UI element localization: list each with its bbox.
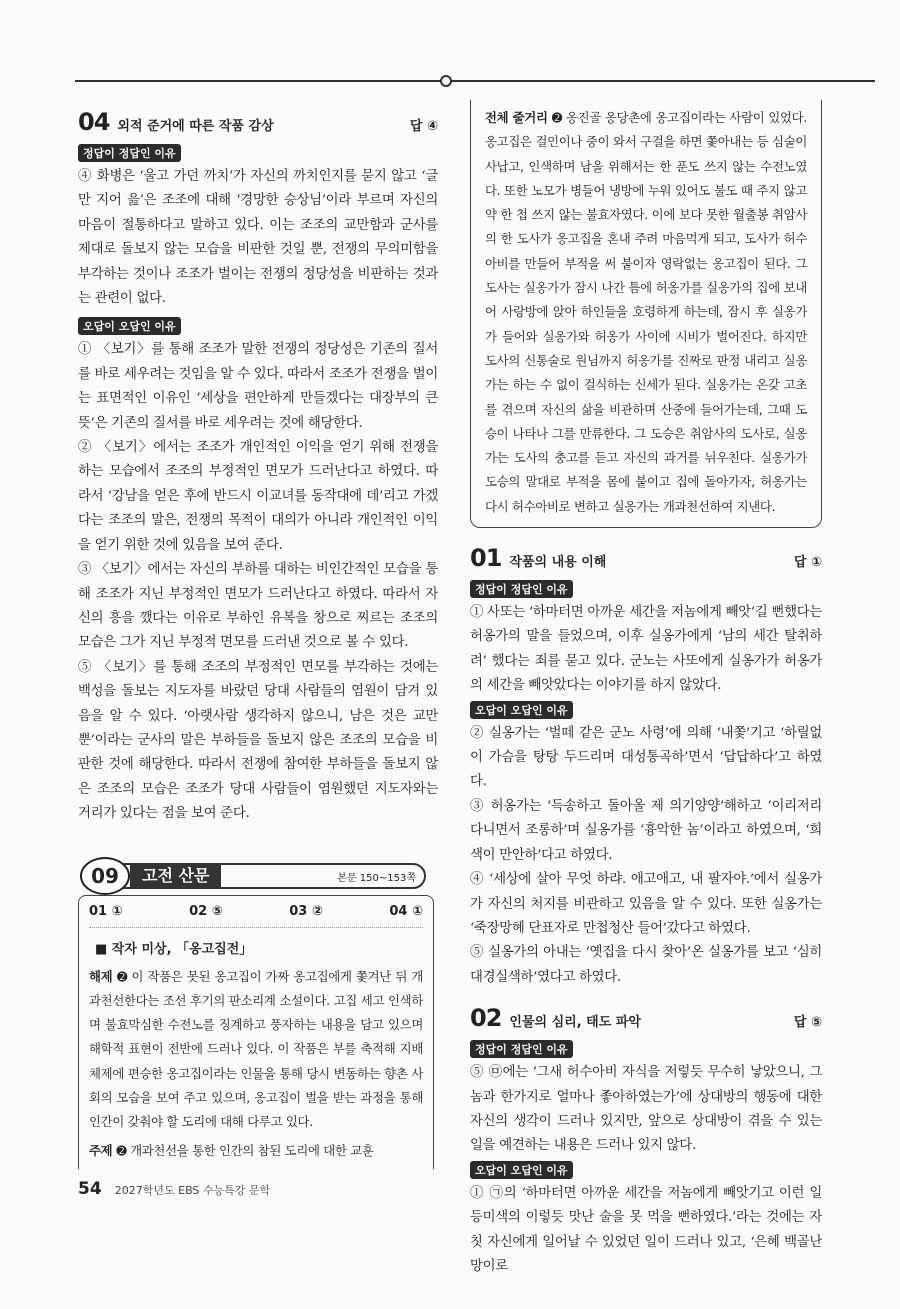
haeje-label: 해제 ➋: [89, 968, 128, 984]
question-title: 작품의 내용 이해: [509, 555, 607, 571]
right-column: [470, 100, 822, 1279]
section-title: 고전 산문: [130, 863, 221, 889]
answer: 답 ①: [793, 555, 822, 571]
answer-key: [89, 904, 423, 928]
correct-explanation: ④ 화병은 ‘울고 가던 까치’가 자신의 까치인지를 묻지 않고 ‘글만 지어 읊’은 조조에 대해 ‘경망한 승상님’이라 부르며 자신의 마음이 절통하다고 말하고 있다. 이는 조조의 교만함과 군사를 제대로 돌보지 않는 모습을 비판한 것일 뿐, 전쟁의 무의미함을 부각하는 것이나 조조가 벌이는 전쟁의 정당성을 비판하는 것과는 관련이 없다.: [78, 169, 438, 307]
correct-badge: 정답이 정답인 이유: [78, 144, 181, 162]
plot-box: [470, 100, 822, 528]
page-footer: [78, 1179, 438, 1199]
question-04: [78, 108, 438, 827]
question-title: 인물의 심리, 태도 파악: [509, 1015, 641, 1031]
question-header: [470, 1004, 822, 1032]
question-01: [470, 544, 822, 990]
wrong-explanation: ② 실옹가는 ‘벌떼 같은 군노 사령’에 의해 ‘내쫓’기고 ‘하릴없이 가슴을 탕탕 두드리며 대성통곡하’면서 ‘답답하다’고 하였다.: [470, 725, 822, 790]
question-number: 02: [470, 1004, 502, 1033]
question-header: [78, 108, 438, 136]
question-02: [470, 1004, 822, 1279]
haeje: [89, 965, 423, 1135]
answer-key-item: 02 ⑤: [189, 903, 223, 919]
wrong-badge: 오답이 오답인 이유: [470, 701, 573, 719]
correct-explanation: ① 사또는 ‘하마터면 아까운 세간을 저놈에게 빼앗’길 뻔했다는 허옹가의 말을 들었으며, 이후 실옹가에게 ‘남의 세간 탈취하려’ 했다는 죄를 묻고 있다. 군노는 사또에게 실옹가가 허옹가의 세간을 빼앗았다는 이야기를 하지 않았다.: [470, 605, 822, 694]
wrong-explanation: ③ 허옹가는 ‘득송하고 돌아올 제 의기양양’해하고 ‘이리저리 다니면서 조롱하’며 실옹가를 ‘흉악한 놈’이라고 하였으며, ‘희색이 만안하’다고 하였다.: [470, 798, 822, 863]
section-number: 09: [80, 857, 130, 895]
answer: 답 ④: [409, 119, 438, 134]
question-number: 04: [78, 108, 110, 136]
haeje-text: 이 작품은 못된 옹고집이 가짜 옹고집에게 쫓겨난 뒤 개과천선한다는 조선 후기의 판소리계 소설이다. 고집 세고 인색하며 불효막심한 수전노를 징계하고 풍자하는 내용을 담고 있으며 해학적 표현이 전반에 드러나 있다. 이 작품은 부를 축적해 지배 체제에 편승한 옹고집이라는 인물을 통해 당시 변동하는 향촌 사회의 모습을 보여 주고 있으며, 옹고집이 벌을 받는 과정을 통해 인간이 갖춰야 할 도리에 대해 다루고 있다.: [89, 968, 424, 1130]
answer-key-item: 03 ②: [289, 903, 323, 919]
wrong-explanation: ⑤ 실옹가의 아내는 ‘옛집을 다시 찾아’온 실옹가를 보고 ‘심히 대경실색하’였다고 하였다.: [470, 945, 822, 985]
wrong-explanation: ① 〈보기〉를 통해 조조가 말한 전쟁의 정당성은 기존의 질서를 바로 세우려는 것임을 알 수 있다. 따라서 조조가 전쟁을 벌이는 표면적인 이유인 ‘세상을 편안하게 만들겠다는 대장부의 큰 뜻’은 기존의 질서를 바로 세우려는 것에 해당한다.: [78, 342, 438, 431]
plot: [485, 106, 807, 519]
answer: 답 ⑤: [793, 1015, 822, 1031]
answer-key-item: 01 ①: [89, 903, 123, 919]
question-number: 01: [470, 544, 502, 573]
theme-text: 개과천선을 통한 인간의 참된 도리에 대한 교훈: [130, 1142, 374, 1158]
correct-badge: 정답이 정답인 이유: [470, 580, 573, 598]
wrong-explanation: ② 〈보기〉에서는 조조가 개인적인 이익을 얻기 위해 전쟁을 하는 모습에서 조조의 부정적인 면모가 드러난다고 하였다. 따라서 ‘강남을 얻은 후에 반드시 이교녀를 동작대에 데’리고 가겠다는 조조의 말은, 전쟁의 목적이 대의가 아니라 개인적인 이익을 얻기 위한 것에 있음을 보여 준다.: [78, 440, 438, 553]
plot-label: 전체 줄거리 ➋: [485, 110, 563, 125]
answer-key-item: 04 ①: [389, 903, 423, 919]
wrong-explanation: ④ ‘세상에 살아 무엇 하랴. 애고애고, 내 팔자야.’에서 실옹가가 자신의 처지를 비관하고 있음을 알 수 있다. 또한 실옹가는 ‘죽장망혜 단표자로 만첩청산 들어’갔다고 하였다.: [470, 872, 822, 936]
left-column: [78, 100, 438, 1279]
page-number: 54: [78, 1178, 102, 1199]
wrong-explanation: ① ㉠의 ‘하마터면 아까운 세간을 저놈에게 빼앗기고 이런 일등미색의 이렇듯 맛난 술을 못 먹을 뻔하였다.’라는 것에는 자칫 자신에게 일어날 수 있었던 일이 드러나 있고, ‘은혜 백골난망이로: [470, 1185, 822, 1274]
plot-text: 옹진골 옹당촌에 옹고집이라는 사람이 있었다. 옹고집은 걸인이나 중이 와서 구걸을 하면 쫓아내는 등 심술이 사납고, 인색하며 남을 위해서는 한 푼도 쓰지 않는 수전노였다. 또한 노모가 병들어 냉방에 누워 있어도 불도 때 주지 않고 약 한 첩 쓰지 않는 불효자였다. 이에 보다 못한 월출봉 취암사의 한 도사가 옹고집을 혼내 주려 마음먹게 되고, 도사가 허수아비를 만들어 부적을 써 붙이자 영락없는 옹고집이 된다. 그 도사는 실옹가가 잠시 나간 틈에 허옹가를 실옹가의 집에 보내어 사랑방에 앉아 하인들을 호령하게 하는데, 잠시 후 실옹가가 들어와 실옹가와 허옹가 사이에 시비가 벌어진다. 하지만 도사의 신통술로 원님까지 허옹가를 진짜로 판정 내리고 실옹가는 하는 수 없이 걸식하는 신세가 된다. 실옹가는 온갖 고초를 겪으며 자신의 삶을 비관하며 산중에 들어가는데, 그때 도승이 나타나 그를 만류한다. 그 도승은 취암사의 도사로, 실옹가는 도사의 충고를 듣고 자신의 과거를 뉘우친다. 실옹가가 도승의 말대로 부적을 몸에 붙이고 집에 돌아가자, 허옹가는 다시 허수아비로 변하고 실옹가는 개과천선하여 지낸다.: [485, 110, 807, 514]
theme: [89, 1139, 423, 1163]
wrong-badge: 오답이 오답인 이유: [470, 1161, 573, 1179]
wrong-explanation: ⑤ 〈보기〉를 통해 조조의 부정적인 면모를 부각하는 것에는 백성을 돌보는 지도자를 바랐던 당대 사람들의 염원이 담겨 있음을 알 수 있다. ‘아랫사람 생각하지 않으니, 남은 것은 교만뿐’이라는 군사의 말은 부하들을 돌보지 않은 조조의 모습을 비판한 것에 해당한다. 따라서 전쟁에 참여한 부하들을 돌보지 않은 조조의 모습은 조조가 당대 사람들이 염원했던 지도자와는 거리가 있다는 점을 보여 준다.: [78, 659, 438, 822]
question-header: [470, 544, 822, 572]
section-page-ref: 본문 150~153쪽: [337, 872, 416, 884]
theme-label: 주제 ➋: [89, 1142, 127, 1158]
summary-box: [78, 895, 434, 1169]
question-title: 외적 준거에 따른 작품 감상: [117, 119, 274, 134]
wrong-explanation: ③ 〈보기〉에서는 자신의 부하를 대하는 비인간적인 모습을 통해 조조가 지닌 부정적인 면모가 드러난다고 하였다. 따라서 자신의 흥을 깼다는 이유로 부하인 유복을 창으로 찌르는 조조의 모습은 그가 지닌 부정적 면모를 드러낸 것으로 볼 수 있다.: [78, 562, 438, 651]
book-title: 2027학년도 EBS 수능특강 문학: [114, 1183, 271, 1197]
wrong-badge: 오답이 오답인 이유: [78, 317, 181, 335]
correct-badge: 정답이 정답인 이유: [470, 1040, 573, 1058]
correct-explanation: ⑤ ㉤에는 ‘그새 허수아비 자식을 저렇듯 무수히 낳았으니, 그놈과 한가지로 얼마나 좋아하였는가’에 상대방의 행동에 대한 자신의 생각이 드러나 있지만, 앞으로 상대방이 겪을 수 있는 일을 예견하는 내용은 드러나 있지 않다.: [470, 1065, 822, 1154]
section-header: [80, 857, 430, 893]
work-title: ■ 작자 미상, 「옹고집전」: [95, 941, 253, 957]
